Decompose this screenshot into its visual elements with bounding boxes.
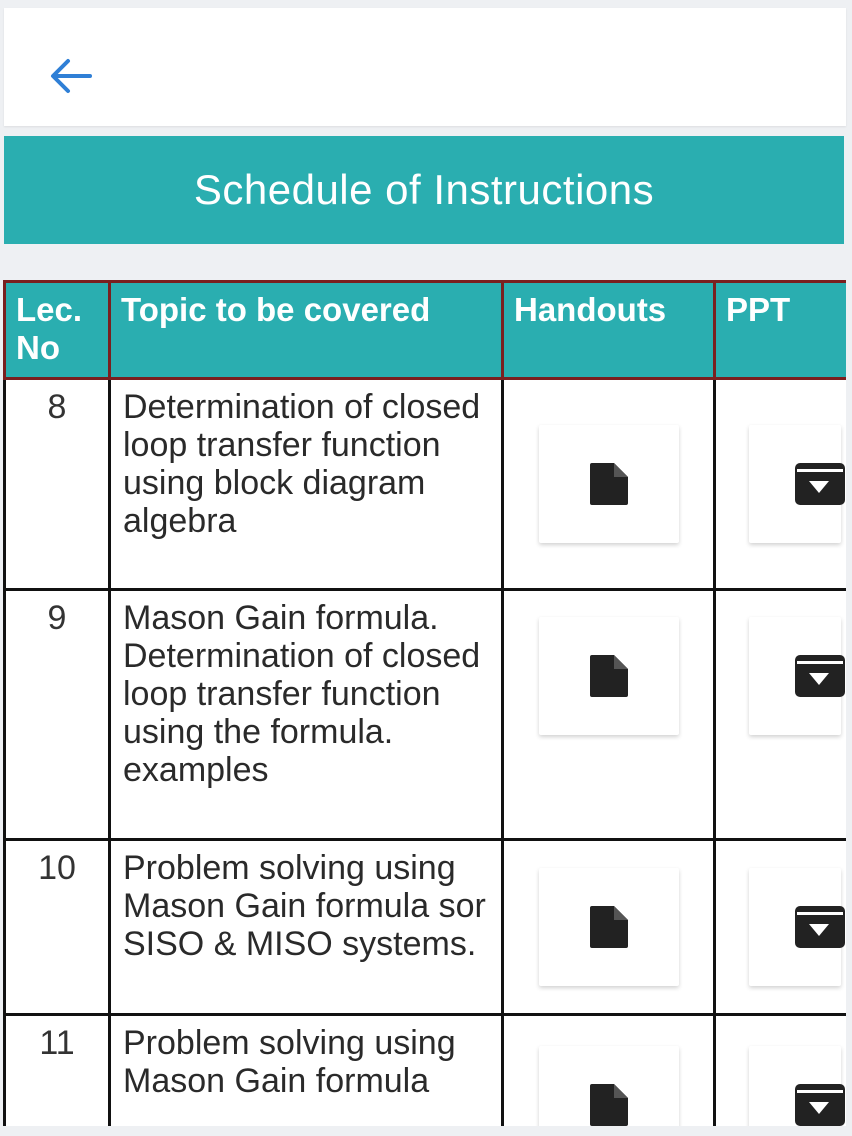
topic-cell: Mason Gain formula. Determination of closed loop transfer function using the formula. examples xyxy=(110,590,503,840)
table-row xyxy=(5,590,847,840)
download-box-icon xyxy=(793,1082,845,1126)
table-row xyxy=(5,840,847,1015)
arrow-left-icon xyxy=(48,58,92,94)
ppt-download-button[interactable] xyxy=(749,617,841,735)
ppt-cell xyxy=(715,840,847,1015)
page-title-banner xyxy=(4,136,844,244)
back-button[interactable] xyxy=(44,54,96,98)
lec-no-cell: 10 xyxy=(5,840,110,1015)
header-topic: Topic to be covered xyxy=(110,282,503,379)
handout-cell xyxy=(503,379,715,590)
file-icon xyxy=(588,653,630,699)
download-box-icon xyxy=(793,461,845,507)
schedule-table xyxy=(3,280,846,1126)
header-handouts: Handouts xyxy=(503,282,715,379)
top-app-bar xyxy=(4,8,846,126)
handout-button[interactable] xyxy=(539,425,679,543)
topic-cell: Determination of closed loop transfer function using block diagram algebra xyxy=(110,379,503,590)
lec-no-cell: 9 xyxy=(5,590,110,840)
topic-cell: Problem solving using Mason Gain formula sor SISO & MISO systems. xyxy=(110,840,503,1015)
file-icon xyxy=(588,904,630,950)
handout-cell xyxy=(503,840,715,1015)
lec-no-cell: 11 xyxy=(5,1015,110,1127)
handout-button[interactable] xyxy=(539,1046,679,1126)
lec-no-cell: 8 xyxy=(5,379,110,590)
header-ppt: PPT xyxy=(715,282,847,379)
topic-cell: Problem solving using Mason Gain formula xyxy=(110,1015,503,1127)
handout-button[interactable] xyxy=(539,617,679,735)
page-title: Schedule of Instructions xyxy=(193,166,655,213)
table-row xyxy=(5,379,847,590)
table-header-row xyxy=(5,282,847,379)
schedule-table-container[interactable] xyxy=(3,280,846,1126)
ppt-download-button[interactable] xyxy=(749,425,841,543)
handout-button[interactable] xyxy=(539,868,679,986)
ppt-cell xyxy=(715,1015,847,1127)
file-icon xyxy=(588,461,630,507)
ppt-download-button[interactable] xyxy=(749,1046,841,1126)
handout-cell xyxy=(503,1015,715,1127)
file-icon xyxy=(588,1082,630,1126)
table-row xyxy=(5,1015,847,1127)
ppt-download-button[interactable] xyxy=(749,868,841,986)
header-lec-no: Lec. No xyxy=(5,282,110,379)
ppt-cell xyxy=(715,379,847,590)
download-box-icon xyxy=(793,653,845,699)
ppt-cell xyxy=(715,590,847,840)
handout-cell xyxy=(503,590,715,840)
download-box-icon xyxy=(793,904,845,950)
